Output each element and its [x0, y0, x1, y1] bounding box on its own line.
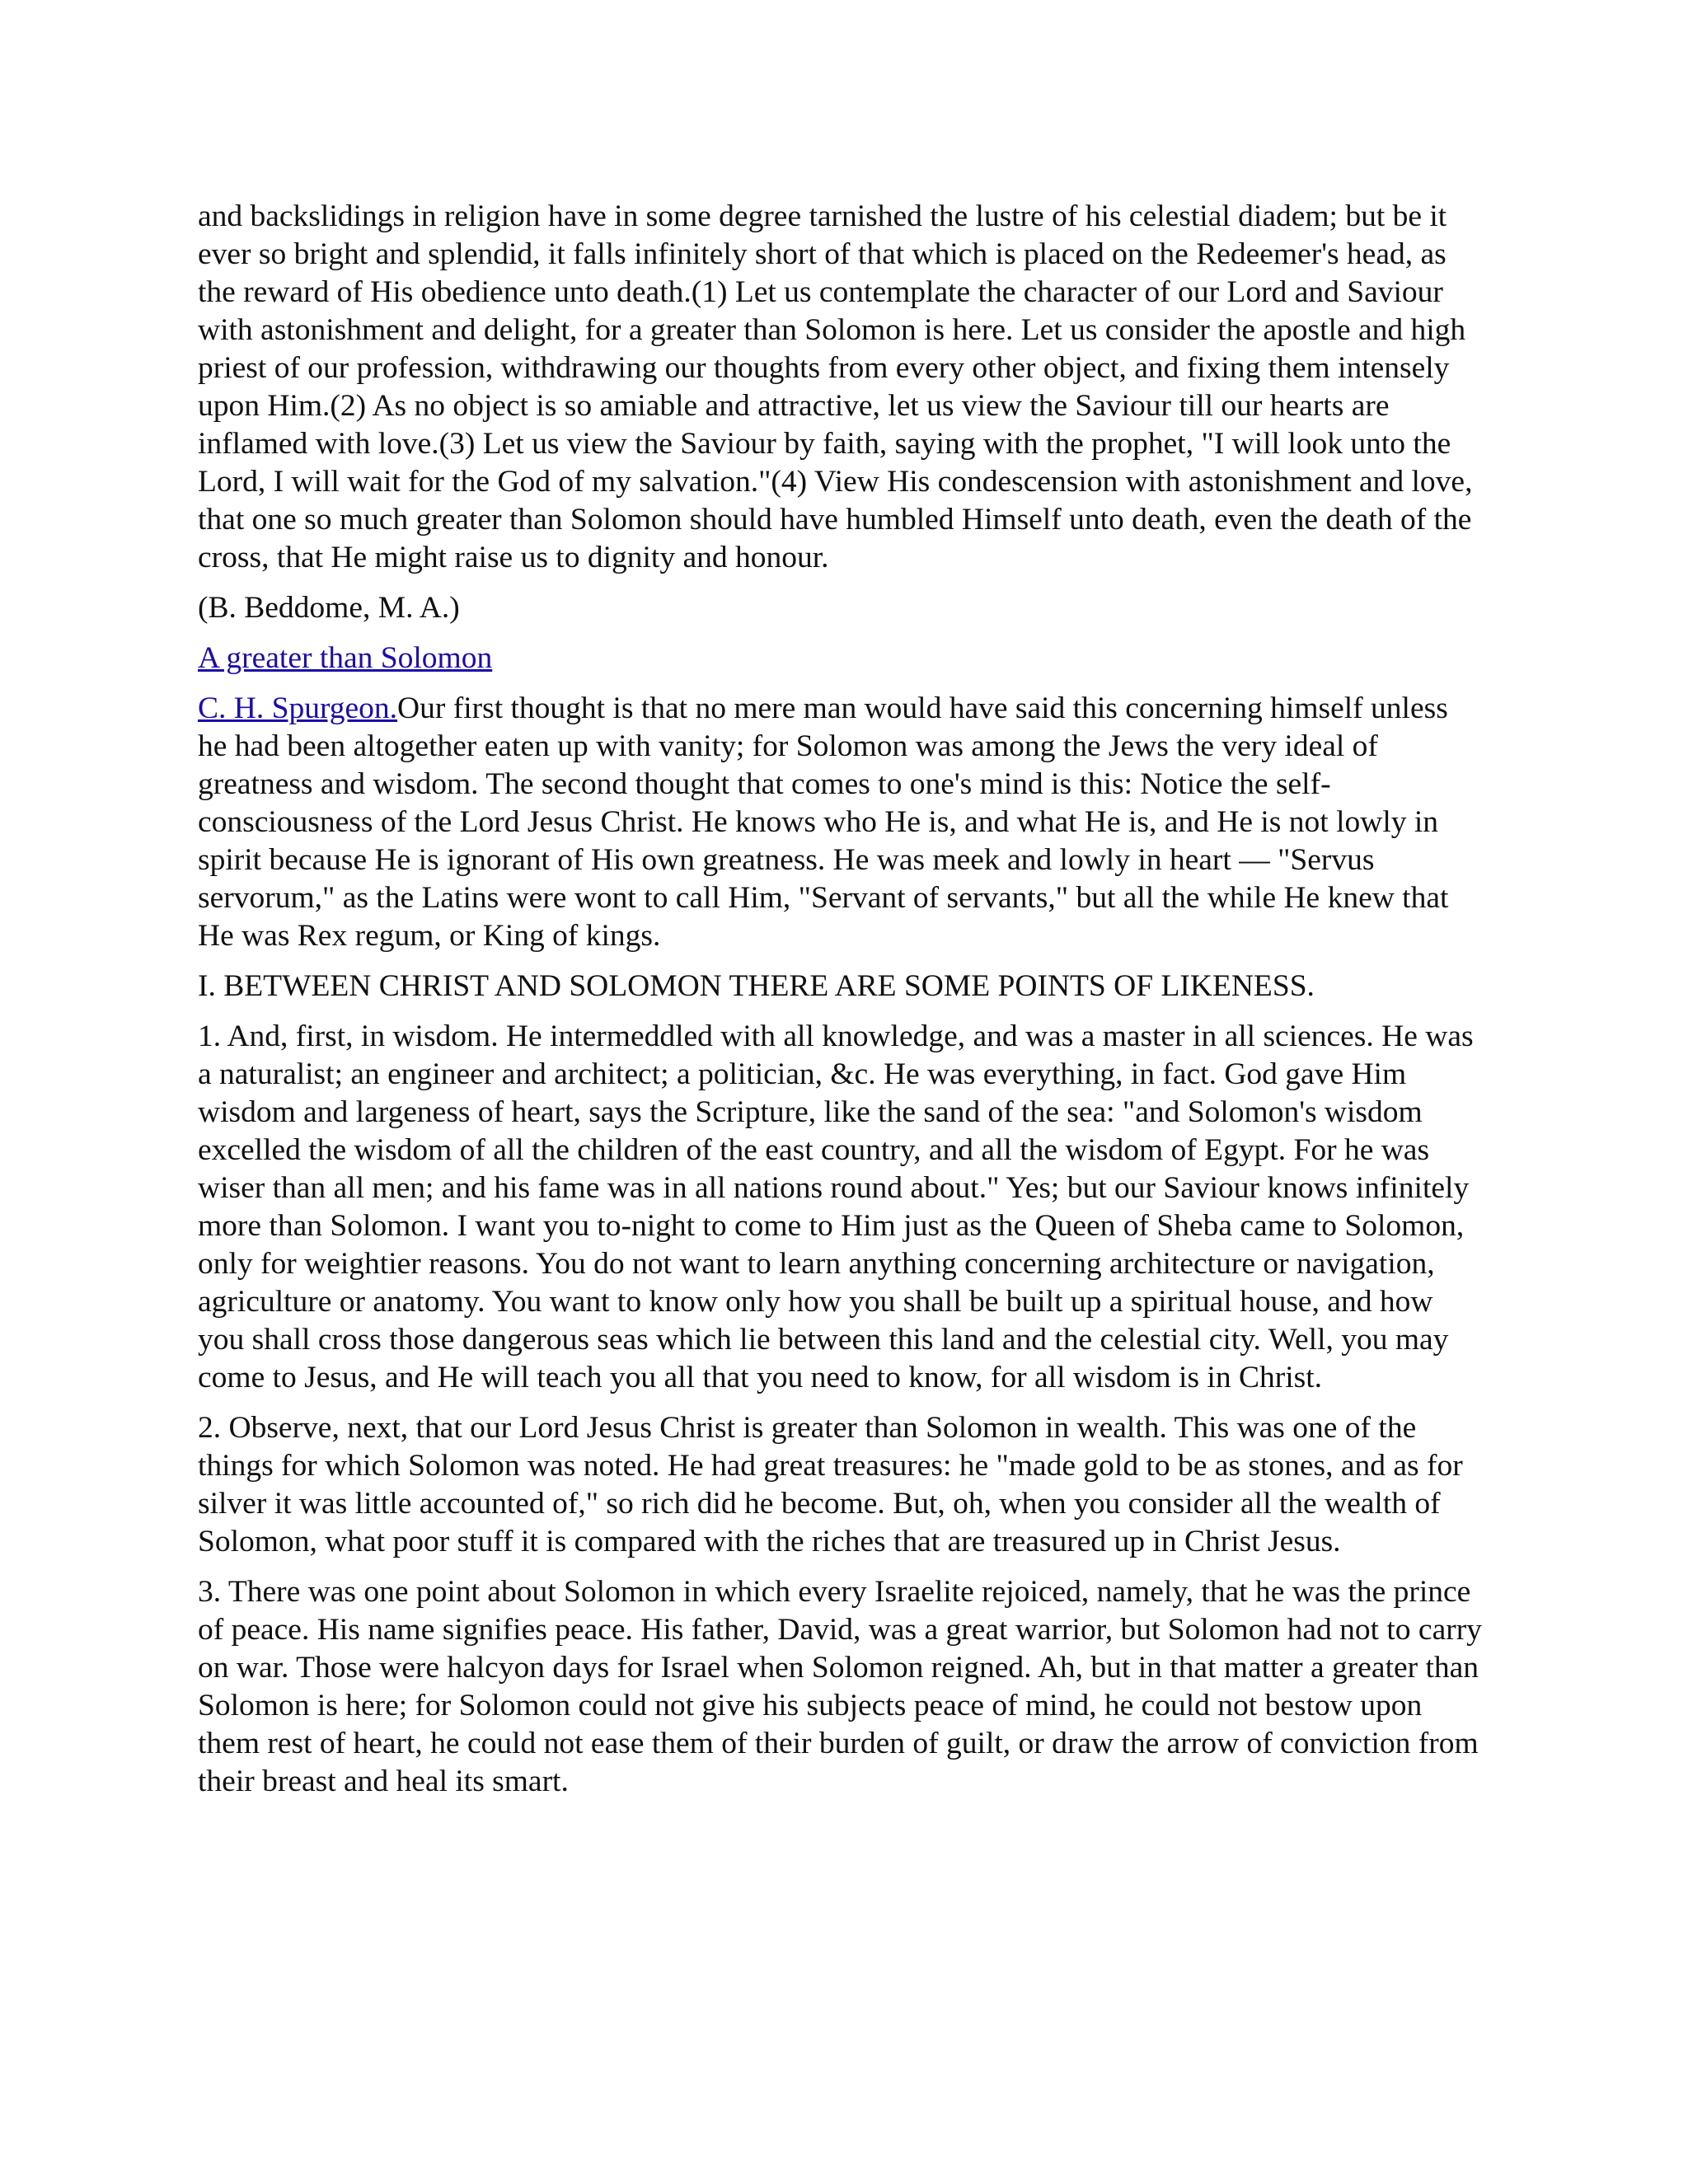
document-page: [198, 198, 1484, 1813]
author-link[interactable]: C. H. Spurgeon.: [198, 691, 398, 725]
numbered-point: 2. Observe, next, that our Lord Jesus Christ is greater than Solomon in wealth. This was one of the things for which Solomon was noted. He had great treasures: he "made gold to be as stones, and as for silver it was little accounted of," so rich did he become. But, oh, when you consider all the wealth of Solomon, what poor stuff it is compared with the riches that are treasured up in Christ Jesus.: [198, 1411, 1463, 1558]
attribution: (B. Beddome, M. A.): [198, 591, 460, 625]
body-text: Our first thought is that no mere man would have said this concerning himself unless he had been altogether eaten up with vanity; for Solomon was among the Jews the very ideal of greatness and wisdom. The second thought that comes to one's mind is this: Notice the self-consciousness of the Lord Jesus Christ. He knows who He is, and what He is, and He is not lowly in spirit because He is ignorant of His own greatness. He was meek and lowly in heart — "Servus servorum," as the Latins were wont to call Him, "Servant of servants," but all the while He knew that He was Rex regum, or King of kings.: [198, 691, 1449, 953]
numbered-point: 1. And, first, in wisdom. He intermeddled with all knowledge, and was a master in all sciences. He was a naturalist; an engineer and architect; a politician, &c. He was everything, in fact. God gave Him wisdom and largeness of heart, says the Scripture, like the sand of the sea: "and Solomon's wisdom excelled the wisdom of all the children of the east country, and all the wisdom of Egypt. For he was wiser than all men; and his fame was in all nations round about." Yes; but our Saviour knows infinitely more than Solomon. I want you to-night to come to Him just as the Queen of Sheba came to Solomon, only for weightier reasons. You do not want to learn anything concerning architecture or navigation, agriculture or anatomy. You want to know only how you shall be built up a spiritual house, and how you shall cross those dangerous seas which lie between this land and the celestial city. Well, you may come to Jesus, and He will teach you all that you need to know, for all wisdom is in Christ.: [198, 1019, 1474, 1394]
section-title-link[interactable]: A greater than Solomon: [198, 641, 493, 675]
body-paragraph: and backslidings in religion have in some degree tarnished the lustre of his celestial diadem; but be it ever so bright and splendid, it falls infinitely short of that which is placed on the Redeemer's head, as the reward of His obedience unto death.(1) Let us contemplate the character of our Lord and Saviour with astonishment and delight, for a greater than Solomon is here. Let us consider the apostle and high priest of our profession, withdrawing our thoughts from every other object, and fixing them intensely upon Him.(2) As no object is so amiable and attractive, let us view the Saviour till our hearts are inflamed with love.(3) Let us view the Saviour by faith, saying with the prophet, "I will look unto the Lord, I will wait for the God of my salvation."(4) View His condescension with astonishment and love, that one so much greater than Solomon should have humbled Himself unto death, even the death of the cross, that He might raise us to dignity and honour.: [198, 199, 1473, 574]
body-paragraph: [198, 690, 1484, 955]
section-heading-paragraph: [198, 640, 1484, 677]
section-heading: I. BETWEEN CHRIST AND SOLOMON THERE ARE SOME POINTS OF LIKENESS.: [198, 969, 1315, 1003]
numbered-point: 3. There was one point about Solomon in which every Israelite rejoiced, namely, that he was the prince of peace. His name signifies peace. His father, David, was a great warrior, but Solomon had not to carry on war. Those were halcyon days for Israel when Solomon reigned. Ah, but in that matter a greater than Solomon is here; for Solomon could not give his subjects peace of mind, he could not bestow upon them rest of heart, he could not ease them of their burden of guilt, or draw the arrow of conviction from their breast and heal its smart.: [198, 1575, 1482, 1798]
